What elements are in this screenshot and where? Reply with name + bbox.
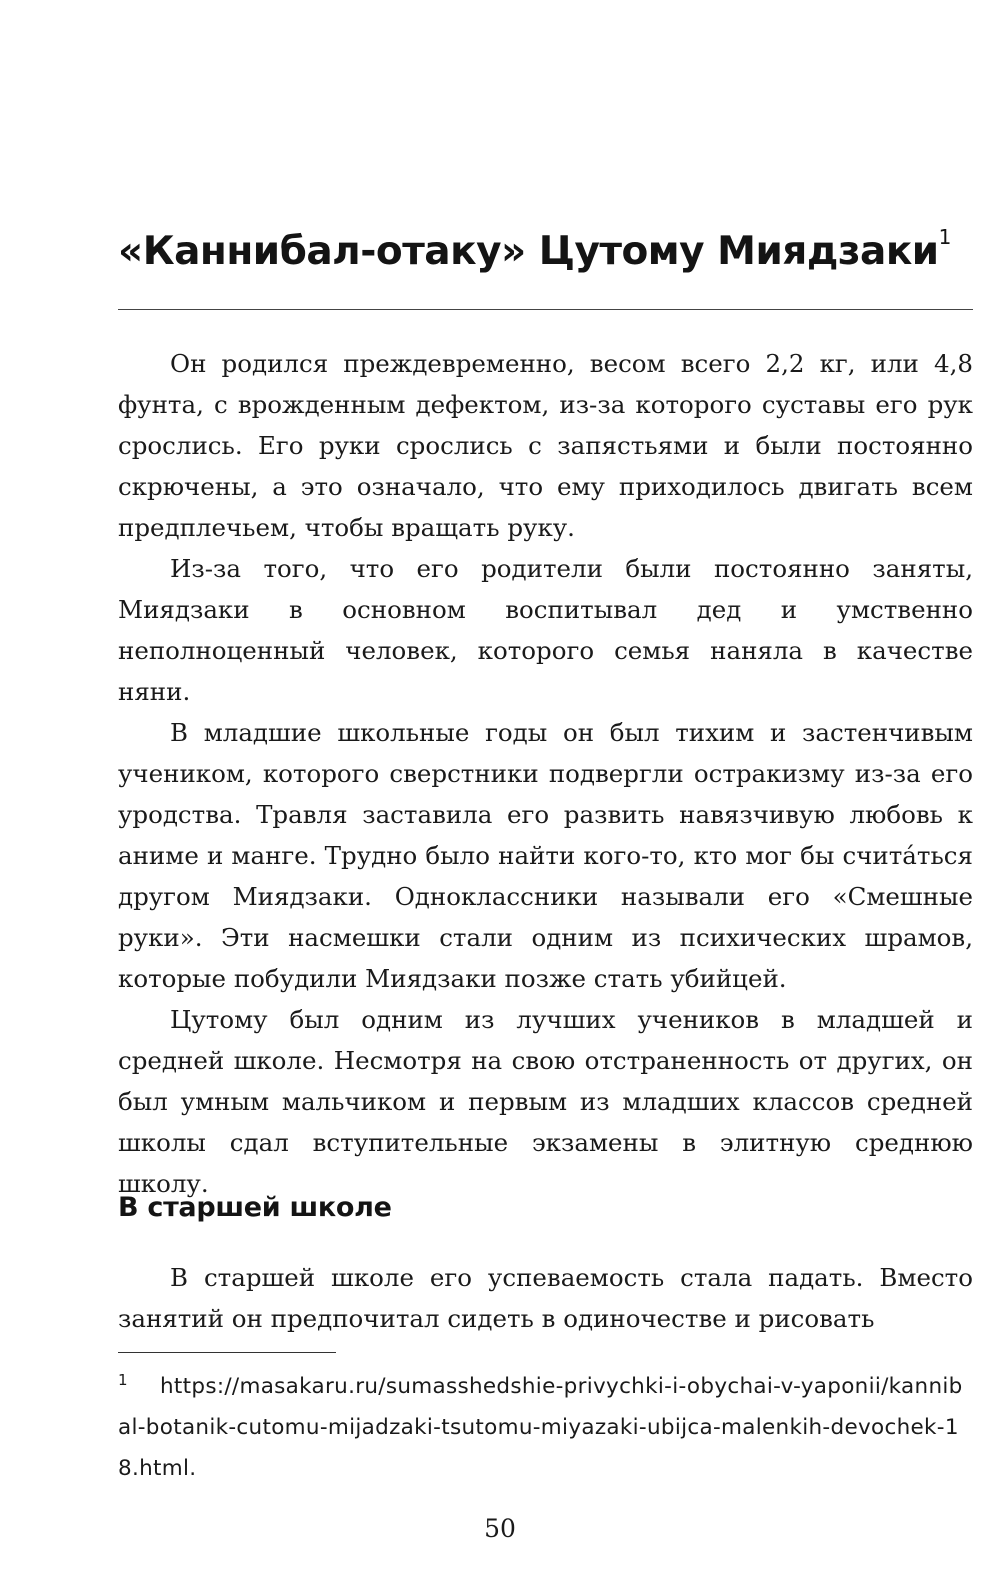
footnote-divider: [118, 1352, 336, 1353]
paragraph: В младшие школьные годы он был тихим и застенчивым учеником, которого сверстники подвергли остракизму из-за его уродства. Травля заставила его развить навязчивую любовь к аниме и манге. Трудно было найти кого-то, кто мог бы считáться другом Миядзаки. Одноклассники называли его «Смешные руки». Эти насмешки стали одним из психических шрамов, которые побудили Миядзаки позже стать убийцей.: [118, 718, 973, 993]
footnote-link[interactable]: https://masakaru.ru/sumasshedshie-privychki-i-obychai-v-yaponii/kannibal-botanik-cutomu-mijadzaki-tsutomu-miyazaki-ubijca-malenkih-devochek-18.html.: [118, 1374, 963, 1481]
section-2-body: [118, 1257, 973, 1339]
footnote-reference[interactable]: 1: [938, 225, 951, 249]
title-divider: [118, 309, 973, 310]
page-number: 50: [484, 1514, 516, 1543]
paragraph: В старшей школе его успеваемость стала падать. Вместо занятий он предпочитал сидеть в одиночестве и рисовать: [118, 1263, 973, 1333]
chapter-title-text: «Каннибал-отаку» Цутому Миядзаки: [118, 229, 939, 274]
paragraph: Он родился преждевременно, весом всего 2,2 кг, или 4,8 фунта, с врожденным дефектом, из-за которого суставы его рук срослись. Его руки срослись с запястьями и были постоянно скрючены, а это означало, что ему приходилось двигать всем предплечьем, чтобы вращать руку.: [118, 349, 973, 542]
chapter-title: [118, 222, 978, 282]
paragraph: Из-за того, что его родители были постоянно заняты, Миядзаки в основном воспитывал дед и умственно неполноценный человек, которого семья наняла в качестве няни.: [118, 554, 973, 706]
footnote: 1 https://masakaru.ru/sumasshedshie-privychki-i-obychai-v-yaponii/kannibal-botanik-cutomu-mijadzaki-tsutomu-miyazaki-ubijca-malenkih-devochek-18.html.: [118, 1371, 963, 1481]
paragraph: Цутому был одним из лучших учеников в младшей и средней школе. Несмотря на свою отстраненность от других, он был умным мальчиком и первым из младших классов средней школы сдал вступительные экзамены в элитную среднюю школу.: [118, 1005, 973, 1198]
section-1-body: [118, 343, 973, 1204]
section-heading: В старшей школе: [118, 1192, 392, 1223]
